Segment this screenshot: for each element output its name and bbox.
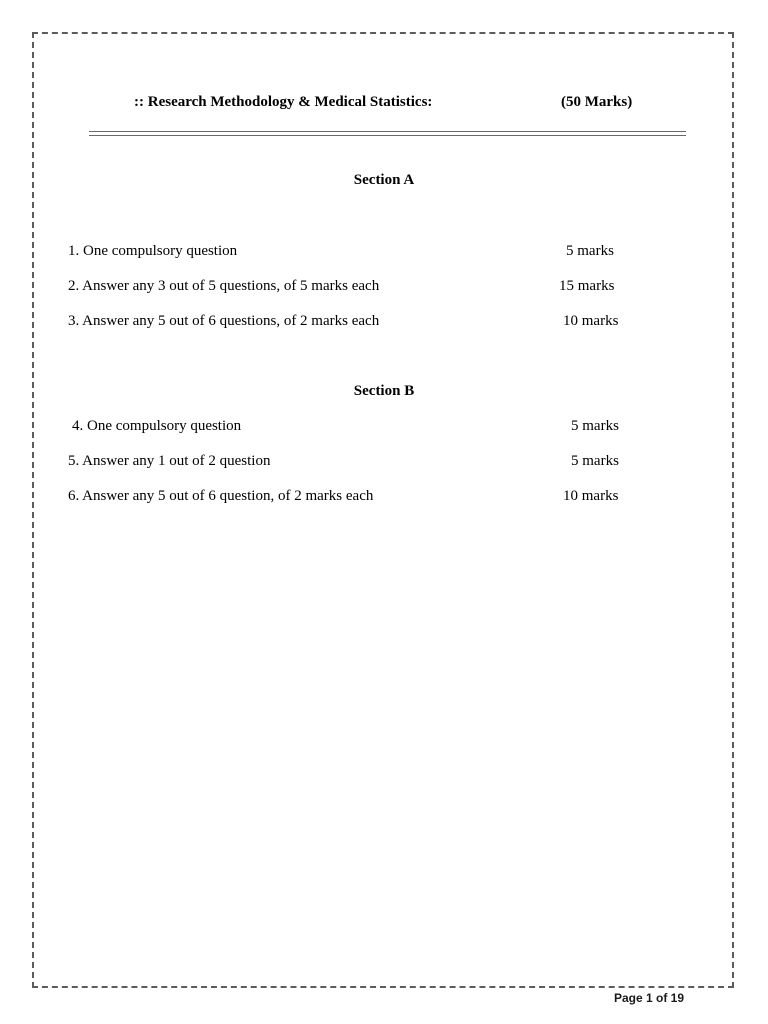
section-a-question-1-marks: 5 marks <box>566 243 614 259</box>
section-a-question-2-marks: 15 marks <box>559 278 615 294</box>
section-b-question-5: 5. Answer any 1 out of 2 question <box>68 453 271 469</box>
section-b-question-4: 4. One compulsory question <box>72 418 242 434</box>
section-a-question-2: 2. Answer any 3 out of 5 questions, of 5 marks each <box>68 278 380 294</box>
section-a-question-3: 3. Answer any 5 out of 6 questions, of 2 marks each <box>68 313 380 329</box>
title-divider <box>89 131 686 136</box>
section-a-question-1: 1. One compulsory question <box>68 243 238 259</box>
page-number: Page 1 of 19 <box>614 991 685 1005</box>
section-a-question-3-marks: 10 marks <box>563 313 619 329</box>
section-b-question-6-marks: 10 marks <box>563 488 619 504</box>
section-b-question-6: 6. Answer any 5 out of 6 question, of 2 marks each <box>68 488 374 504</box>
section-a-heading: Section A <box>353 172 415 188</box>
section-b-question-5-marks: 5 marks <box>571 453 619 469</box>
document-title: :: Research Methodology & Medical Statistics: <box>134 94 433 110</box>
total-marks: (50 Marks) <box>561 94 633 110</box>
section-b-question-4-marks: 5 marks <box>571 418 619 434</box>
section-b-heading: Section B <box>353 383 415 399</box>
